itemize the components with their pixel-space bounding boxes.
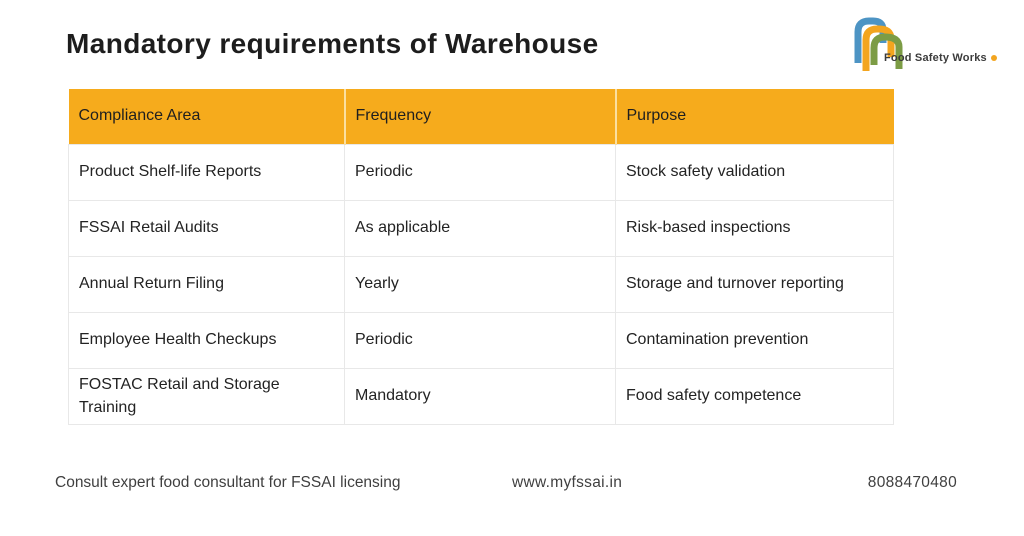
cell-purpose: Stock safety validation [616, 144, 894, 200]
footer-consult-text: Consult expert food consultant for FSSAI licensing [55, 474, 401, 491]
table-row [69, 312, 894, 368]
cell-frequency: Periodic [345, 144, 616, 200]
logo-dot-icon [991, 55, 997, 61]
cell-purpose: Storage and turnover reporting [616, 256, 894, 312]
table-row [69, 368, 894, 424]
cell-compliance-area: Employee Health Checkups [69, 312, 345, 368]
food-safety-works-logo [851, 13, 991, 71]
table-header-row [69, 89, 894, 144]
table-row [69, 144, 894, 200]
footer-website-text: www.myfssai.in [512, 474, 623, 491]
table-row [69, 256, 894, 312]
cell-compliance-area: Product Shelf-life Reports [69, 144, 345, 200]
cell-purpose: Contamination prevention [616, 312, 894, 368]
footer-phone-number: 8088470480 [867, 474, 957, 491]
cell-frequency: Yearly [345, 256, 616, 312]
logo-ribbon-icon [851, 13, 907, 75]
cell-compliance-area: FSSAI Retail Audits [69, 200, 345, 256]
table-row [69, 200, 894, 256]
page-title: Mandatory requirements of Warehouse [66, 28, 599, 59]
cell-frequency: Mandatory [345, 368, 616, 424]
cell-frequency: As applicable [345, 200, 616, 256]
header-cell-compliance-area: Compliance Area [69, 89, 345, 144]
cell-purpose: Food safety competence [616, 368, 894, 424]
cell-frequency: Periodic [345, 312, 616, 368]
logo-caption [884, 52, 997, 64]
requirements-table [68, 89, 894, 425]
logo-text: Food Safety Works [884, 52, 987, 64]
cell-compliance-area: Annual Return Filing [69, 256, 345, 312]
header-cell-purpose: Purpose [616, 89, 894, 144]
cell-compliance-area: FOSTAC Retail and Storage Training [69, 368, 345, 424]
header-cell-frequency: Frequency [345, 89, 616, 144]
cell-purpose: Risk-based inspections [616, 200, 894, 256]
